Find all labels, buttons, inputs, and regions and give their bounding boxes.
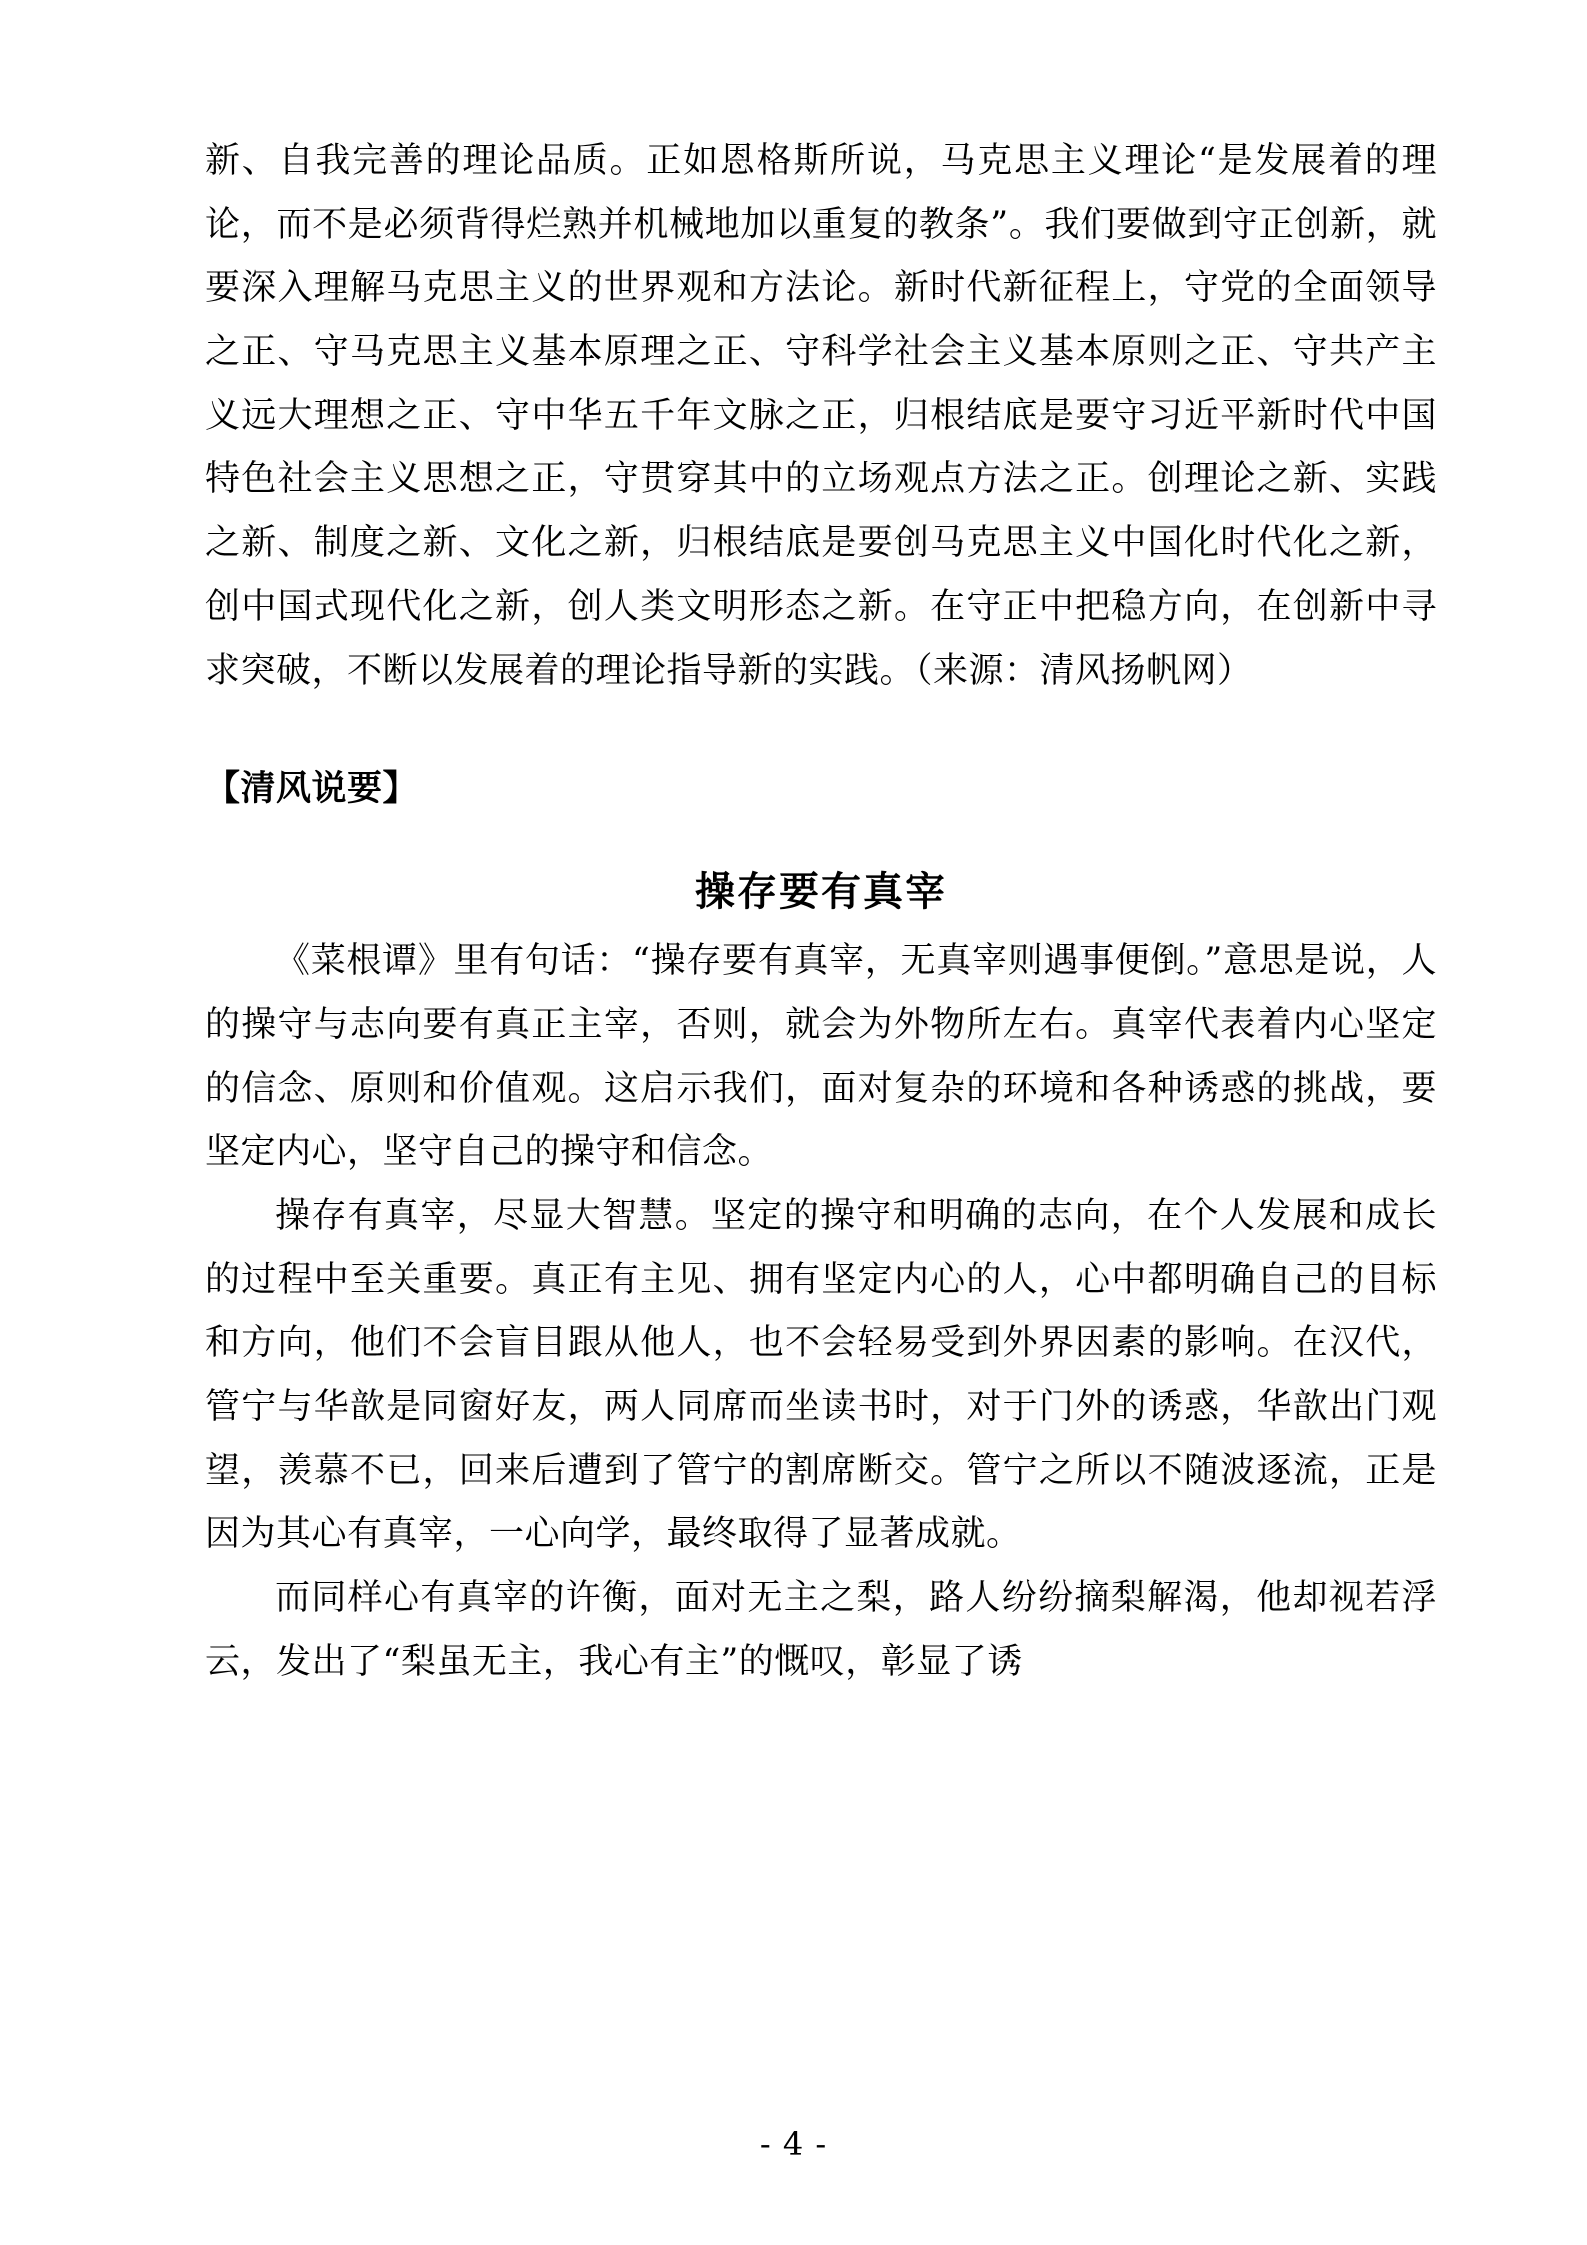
article-paragraph-1: 《菜根谭》里有句话：“操存要有真宰，无真宰则遇事便倒。”意思是说，人的操守与志向要有真正主宰，否则，就会为外物所左右。真宰代表着内心坚定的信念、原则和价值观。这启示我们，面对复杂的环境和各种诱惑的挑战，要坚定内心，坚守自己的操守和信念。	[205, 941, 1437, 1173]
page-number: - 4 -	[759, 2125, 828, 2163]
article-paragraph-3: 而同样心有真宰的许衡，面对无主之梨，路人纷纷摘梨解渴，他却视若浮云，发出了“梨虽无主，我心有主”的慨叹，彰显了诱	[205, 1578, 1437, 1682]
article-title: 操存要有真宰	[695, 868, 947, 916]
section-label: 【清风说要】	[205, 768, 419, 810]
article-paragraph-2: 操存有真宰，尽显大智慧。坚定的操守和明确的志向，在个人发展和成长的过程中至关重要。真正有主见、拥有坚定内心的人，心中都明确自己的目标和方向，他们不会盲目跟从他人，也不会轻易受到外界因素的影响。在汉代，管宁与华歆是同窗好友，两人同席而坐读书时，对于门外的诱惑，华歆出门观望，羡慕不已，回来后遭到了管宁的割席断交。管宁之所以不随波逐流，正是因为其心有真宰，一心向学，最终取得了显著成就。	[205, 1195, 1437, 1555]
continued-paragraph: 新、自我完善的理论品质。正如恩格斯所说，马克思主义理论“是发展着的理论，而不是必须背得烂熟并机械地加以重复的教条”。我们要做到守正创新，就要深入理解马克思主义的世界观和方法论。新时代新征程上，守党的全面领导之正、守马克思主义基本原理之正、守科学社会主义基本原则之正、守共产主义远大理想之正、守中华五千年文脉之正，归根结底是要守习近平新时代中国特色社会主义思想之正，守贯穿其中的立场观点方法之正。创理论之新、实践之新、制度之新、文化之新，归根结底是要创马克思主义中国化时代化之新，创中国式现代化之新，创人类文明形态之新。在守正中把稳方向，在创新中寻求突破，不断以发展着的理论指导新的实践。（来源：清风扬帆网）	[205, 141, 1437, 691]
document-body	[205, 130, 1437, 1694]
